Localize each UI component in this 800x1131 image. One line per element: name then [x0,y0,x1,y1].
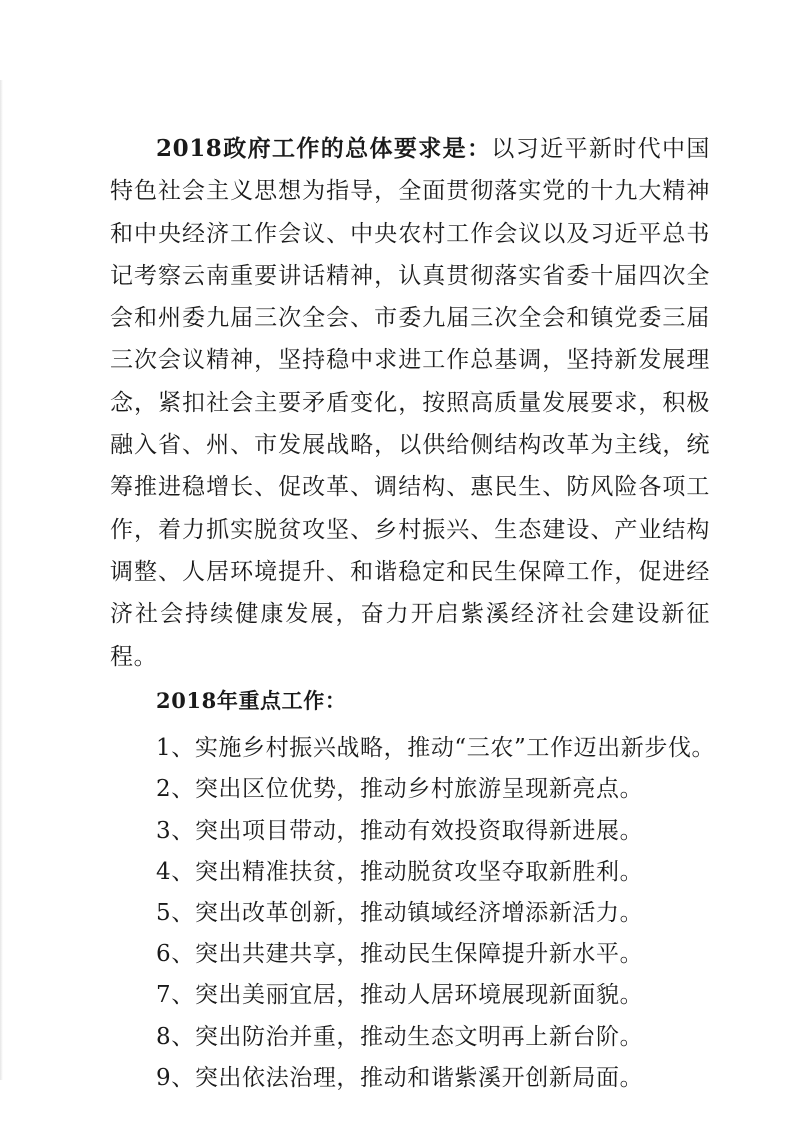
intro-lead: 2018政府工作的总体要求是： [156,135,492,162]
list-item: 5、突出改革创新，推动镇域经济增添新活力。 [156,899,644,926]
list-item: 4、突出精准扶贫，推动脱贫攻坚夺取新胜利。 [156,858,644,885]
list-item: 2、突出区位优势，推动乡村旅游呈现新亮点。 [156,776,644,803]
section-heading: 2018年重点工作： [156,687,347,713]
key-work-list [110,728,716,1099]
list-item: 7、突出美丽宜居，推动人居环境展现新面貌。 [156,982,644,1009]
document-body [110,128,716,1099]
list-item: 1、实施乡村振兴战略，推动“三农”工作迈出新步伐。 [156,735,716,762]
page-edge-shadow [0,80,3,1080]
list-item: 8、突出防治并重，推动生态文明再上新台阶。 [156,1023,644,1050]
list-item: 3、突出项目带动，推动有效投资取得新进展。 [156,817,644,844]
intro-paragraph [110,128,710,678]
list-item: 6、突出共建共享，推动民生保障提升新水平。 [156,941,644,968]
list-item: 9、突出依法治理，推动和谐紫溪开创新局面。 [156,1064,644,1091]
intro-body: 以习近平新时代中国特色社会主义思想为指导，全面贯彻落实党的十九大精神和中央经济工作会议、中央农村工作会议以及习近平总书记考察云南重要讲话精神，认真贯彻落实省委十届四次全会和州委九届三次全会、市委九届三次全会和镇党委三届三次会议精神，坚持稳中求进工作总基调，坚持新发展理念，紧扣社会主要矛盾变化，按照高质量发展要求，积极融入省、州、市发展战略，以供给侧结构改革为主线，统筹推进稳增长、促改革、调结构、惠民生、防风险各项工作，着力抓实脱贫攻坚、乡村振兴、生态建设、产业结构调整、人居环境提升、和谐稳定和民生保障工作，促进经济社会持续健康发展，奋力开启紫溪经济社会建设新征程。 [110,136,711,670]
